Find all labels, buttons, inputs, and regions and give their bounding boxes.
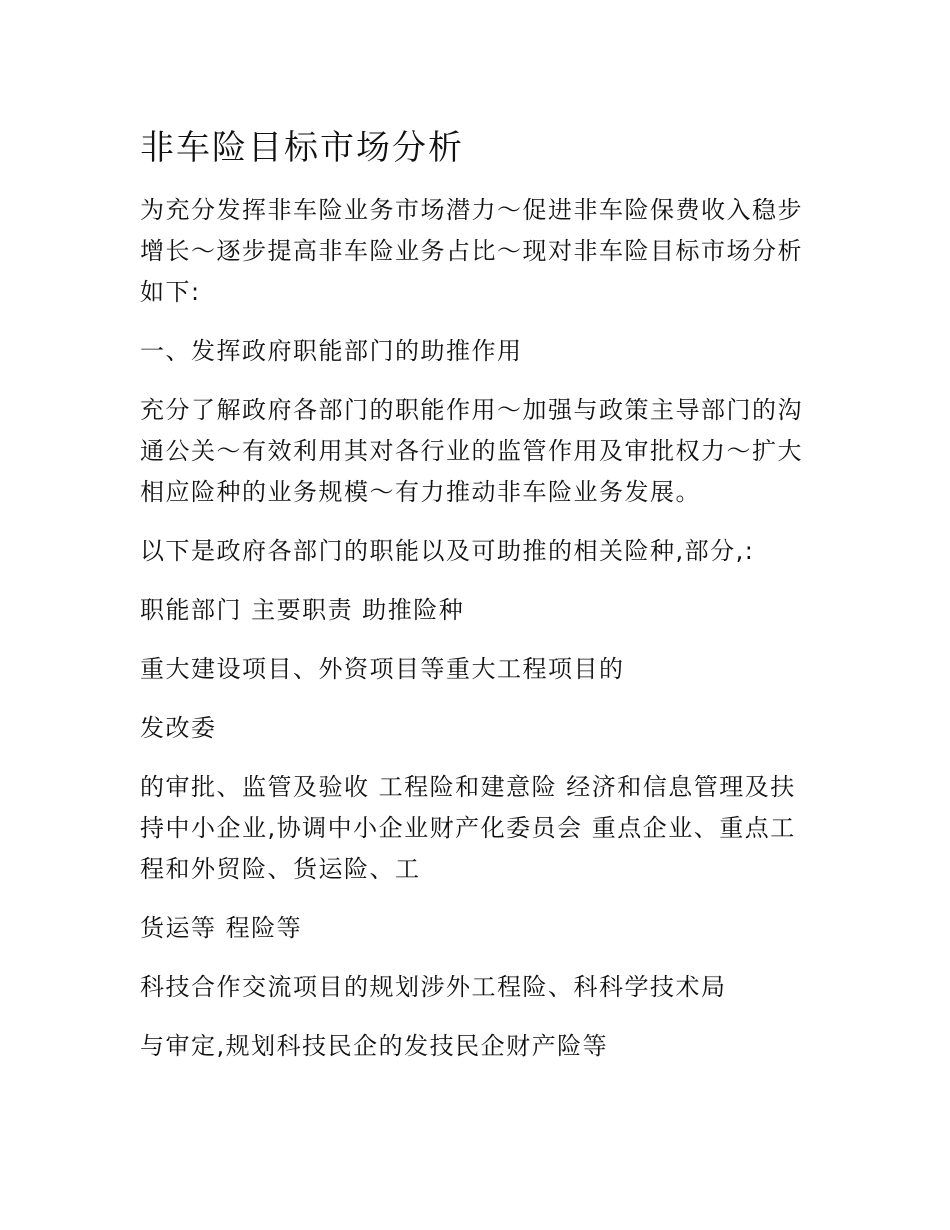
table-header-line: 职能部门 主要职责 助推险种 [140, 596, 465, 624]
document-title: 非车险目标市场分析 [140, 128, 464, 168]
table-line: 的审批、监管及验收 工程险和建意险 经济和信息管理及扶持中小企业,协调中小企业财产化委员会 重点企业、重点工程和外贸险、货运险、工 [140, 773, 796, 883]
document-body [140, 126, 820, 1085]
table-line: 科技合作交流项目的规划涉外工程险、科科学技术局 [140, 973, 727, 1001]
table-line: 与审定,规划科技民企的发技民企财产险等 [140, 1032, 609, 1060]
paragraph-intro: 为充分发挥非车险业务市场潜力～促进非车险保费收入稳步增长～逐步提高非车险业务占比～现对非车险目标市场分析如下: [140, 196, 803, 306]
table-line: 货运等 程险等 [140, 914, 303, 942]
paragraph-section-1: 充分了解政府各部门的职能作用～加强与政策主导部门的沟通公关～有效利用其对各行业的监管作用及审批权力～扩大相应险种的业务规模～有力推动非车险业务发展。 [140, 396, 803, 506]
paragraph-list-intro: 以下是政府各部门的职能以及可助推的相关险种,部分,: [140, 537, 755, 565]
section-heading-1: 一、发挥政府职能部门的助推作用 [140, 337, 523, 365]
table-line: 重大建设项目、外资项目等重大工程项目的 [140, 655, 625, 683]
table-line: 发改委 [140, 714, 217, 742]
